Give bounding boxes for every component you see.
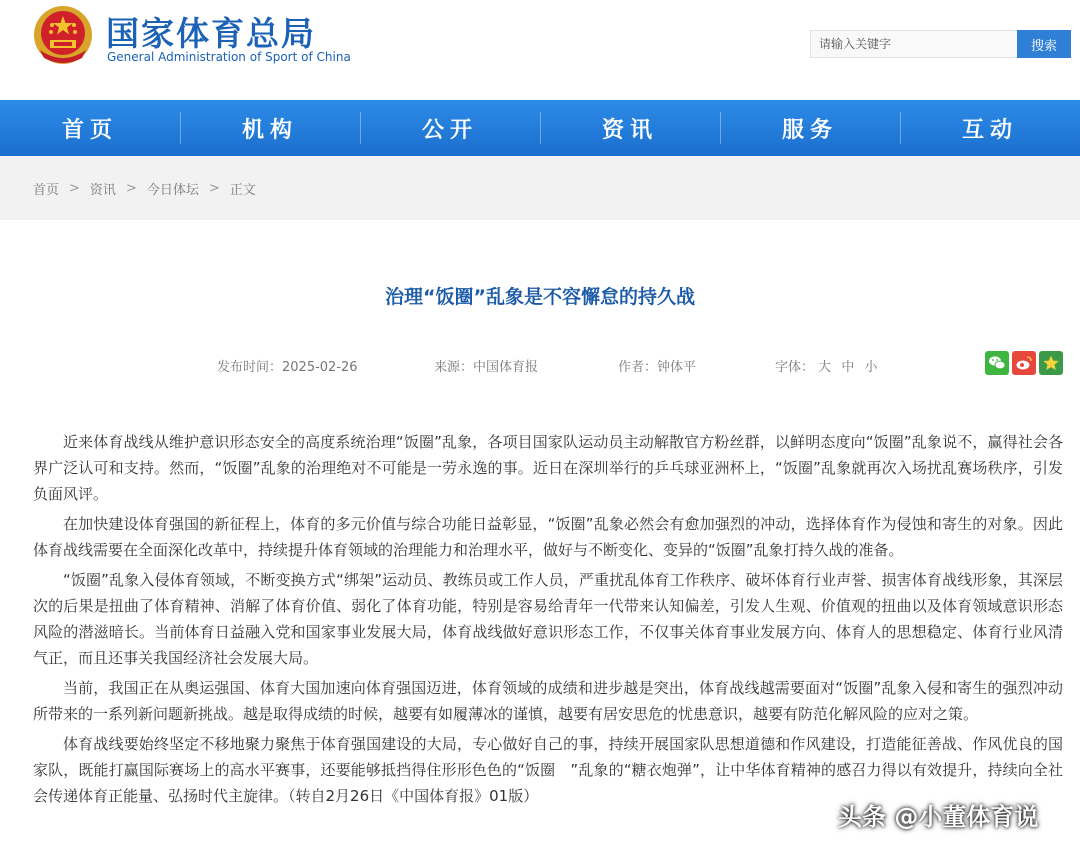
nav-item-interaction[interactable]: 互动: [900, 100, 1080, 156]
breadcrumb-separator: >: [208, 180, 220, 196]
main-nav: [0, 100, 1080, 156]
author-value: 钟体平: [657, 360, 697, 375]
weibo-icon[interactable]: [1012, 351, 1036, 375]
breadcrumb-home[interactable]: 首页: [33, 182, 60, 198]
nav-item-disclosure[interactable]: 公开: [360, 100, 540, 156]
publish-time: [217, 356, 358, 375]
article-paragraph: “饭圈”乱象入侵体育领域，不断变换方式“绑架”运动员、教练员或工作人员，严重扰乱体育工作秩序、破坏体育行业声誉、损害体育战线形象，其深层次的后果是扭曲了体育精神、消解了体育价值、弱化了体育功能，特别是容易给青年一代带来认知偏差，引发人生观、价值观的扭曲以及体育领域意识形态风险的潜滋暗长。当前体育日益融入党和国家事业发展大局，体育战线做好意识形态工作，不仅事关体育事业发展方向、体育人的思想稳定、体育行业风清气正，而且还事关我国经济社会发展大局。: [33, 571, 1063, 667]
nav-item-organization[interactable]: 机构: [180, 100, 360, 156]
breadcrumb-today-sports[interactable]: 今日体坛: [146, 182, 199, 198]
breadcrumb: [0, 156, 1080, 220]
breadcrumb-separator: >: [69, 180, 80, 196]
publish-date: 2025-02-26: [282, 360, 358, 375]
logo-title-en[interactable]: General Administration of Sport of China: [107, 50, 351, 64]
article-paragraph: 在加快建设体育强国的新征程上，体育的多元价值与综合功能日益彰显，“饭圈”乱象必然会有愈加强烈的冲动，选择体育作为侵蚀和寄生的对象。因此体育战线需要在全面深化改革中，持续提升体育领域的治理能力和治理水平，做好与不断变化、变异的“饭圈”乱象打持久战的准备。: [33, 515, 1063, 559]
nav-item-news[interactable]: 资讯: [540, 100, 720, 156]
author-label: 作者：: [618, 360, 658, 375]
wechat-icon[interactable]: [985, 351, 1009, 375]
font-size-medium[interactable]: 中: [841, 360, 855, 375]
watermark-text: 头条 @小董体育说: [838, 803, 1039, 831]
logo-title-cn[interactable]: 国家体育总局: [106, 14, 316, 53]
font-size-label: 字体：: [775, 360, 815, 375]
article-body: [33, 429, 1063, 813]
favorite-icon[interactable]: [1039, 351, 1063, 375]
article-title: 治理“饭圈”乱象是不容懈怠的持久战: [385, 286, 695, 308]
breadcrumb-current: 正文: [229, 182, 256, 198]
search-button[interactable]: 搜索: [1017, 30, 1071, 58]
source-label: 来源：: [434, 360, 474, 375]
site-header: [0, 0, 1080, 100]
breadcrumb-separator: >: [125, 180, 137, 196]
national-emblem-icon[interactable]: [32, 4, 94, 66]
font-size-large[interactable]: 大: [818, 360, 832, 375]
breadcrumb-news[interactable]: 资讯: [89, 182, 116, 198]
article-paragraph: 近来体育战线从维护意识形态安全的高度系统治理“饭圈”乱象，各项目国家队运动员主动解散官方粉丝群，以鲜明态度向“饭圈”乱象说不，赢得社会各界广泛认可和支持。然而，“饭圈”乱象的治理绝对不可能是一劳永逸的事。近日在深圳举行的乒乓球亚洲杯上，“饭圈”乱象就再次入场扰乱赛场秩序，引发负面风评。: [33, 433, 1063, 503]
search-input[interactable]: [810, 30, 1018, 58]
article-paragraph: 当前，我国正在从奥运强国、体育大国加速向体育强国迈进，体育领域的成绩和进步越是突出，体育战线越需要面对“饭圈”乱象入侵和寄生的强烈冲动所带来的一系列新问题新挑战。越是取得成绩的时候，越要有如履薄冰的谨慎，越要有居安思危的忧患意识，越要有防范化解风险的应对之策。: [33, 679, 1063, 723]
article-paragraph: 体育战线要始终坚定不移地聚力聚焦于体育强国建设的大局，专心做好自己的事，持续开展国家队思想道德和作风建设，打造能征善战、作风优良的国家队，既能打赢国际赛场上的高水平赛事，还要能够抵挡得住形形色色的“饭圈 ”乱象的“糖衣炮弹”，让中华体育精神的感召力得以有效提升，持续向全社会传递体育正能量、弘扬时代主旋律。（转自2月26日《中国体育报》01版）: [33, 735, 1063, 805]
nav-item-services[interactable]: 服务: [720, 100, 900, 156]
source: [434, 356, 538, 375]
author: [618, 356, 696, 375]
source-value: 中国体育报: [473, 360, 539, 375]
font-size-selector: [775, 356, 883, 375]
publish-label: 发布时间：: [217, 360, 283, 375]
nav-item-home[interactable]: 首页: [61, 117, 118, 143]
font-size-small[interactable]: 小: [864, 360, 878, 375]
